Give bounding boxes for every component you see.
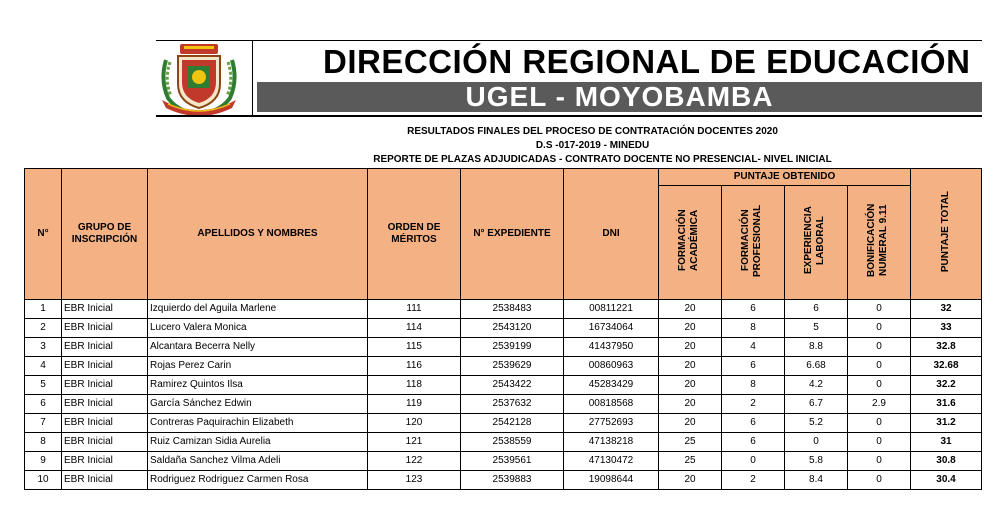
cell-grupo: EBR Inicial bbox=[62, 414, 148, 433]
cell-formacion-profesional: 4 bbox=[722, 338, 785, 357]
cell-expediente: 2543120 bbox=[461, 319, 564, 338]
cell-expediente: 2539561 bbox=[461, 452, 564, 471]
cell-nombres: García Sánchez Edwin bbox=[148, 395, 368, 414]
cell-formacion-academica: 20 bbox=[659, 395, 722, 414]
cell-formacion-profesional: 6 bbox=[722, 300, 785, 319]
cell-grupo: EBR Inicial bbox=[62, 395, 148, 414]
col-header-n: N° bbox=[25, 169, 62, 300]
table-row bbox=[25, 433, 982, 452]
cell-experiencia-laboral: 6.7 bbox=[785, 395, 848, 414]
cell-grupo: EBR Inicial bbox=[62, 471, 148, 490]
col-header-formacion-profesional: FORMACIÓN PROFESIONAL bbox=[722, 186, 785, 300]
cell-experiencia-laboral: 5.8 bbox=[785, 452, 848, 471]
cell-grupo: EBR Inicial bbox=[62, 433, 148, 452]
cell-n: 8 bbox=[25, 433, 62, 452]
table-row bbox=[25, 319, 982, 338]
cell-n: 10 bbox=[25, 471, 62, 490]
col-header-puntaje-total: PUNTAJE TOTAL bbox=[911, 169, 982, 300]
cell-bonificacion: 0 bbox=[848, 300, 911, 319]
cell-expediente: 2539883 bbox=[461, 471, 564, 490]
header-bottom-rule bbox=[156, 115, 982, 117]
cell-puntaje-total: 32.68 bbox=[911, 357, 982, 376]
cell-dni: 00811221 bbox=[564, 300, 659, 319]
cell-grupo: EBR Inicial bbox=[62, 452, 148, 471]
col-header-grupo: GRUPO DE INSCRIPCIÓN bbox=[62, 169, 148, 300]
cell-grupo: EBR Inicial bbox=[62, 319, 148, 338]
cell-bonificacion: 0 bbox=[848, 433, 911, 452]
cell-orden: 119 bbox=[368, 395, 461, 414]
col-header-expediente: N° EXPEDIENTE bbox=[461, 169, 564, 300]
cell-puntaje-total: 31.6 bbox=[911, 395, 982, 414]
table-row bbox=[25, 357, 982, 376]
cell-bonificacion: 0 bbox=[848, 319, 911, 338]
cell-n: 9 bbox=[25, 452, 62, 471]
cell-orden: 114 bbox=[368, 319, 461, 338]
cell-experiencia-laboral: 8.8 bbox=[785, 338, 848, 357]
cell-expediente: 2538483 bbox=[461, 300, 564, 319]
cell-n: 3 bbox=[25, 338, 62, 357]
results-table bbox=[24, 168, 982, 490]
cell-formacion-profesional: 6 bbox=[722, 357, 785, 376]
cell-bonificacion: 0 bbox=[848, 471, 911, 490]
cell-dni: 00818568 bbox=[564, 395, 659, 414]
col-header-orden: ORDEN DE MÉRITOS bbox=[368, 169, 461, 300]
cell-formacion-academica: 20 bbox=[659, 357, 722, 376]
cell-bonificacion: 0 bbox=[848, 357, 911, 376]
cell-orden: 116 bbox=[368, 357, 461, 376]
cell-formacion-academica: 20 bbox=[659, 300, 722, 319]
col-header-experiencia-laboral: EXPERIENCIA LABORAL bbox=[785, 186, 848, 300]
cell-orden: 115 bbox=[368, 338, 461, 357]
cell-nombres: Alcantara Becerra Nelly bbox=[148, 338, 368, 357]
cell-dni: 00860963 bbox=[564, 357, 659, 376]
cell-dni: 47138218 bbox=[564, 433, 659, 452]
cell-orden: 118 bbox=[368, 376, 461, 395]
cell-formacion-academica: 20 bbox=[659, 338, 722, 357]
cell-nombres: Saldaña Sanchez Vilma Adeli bbox=[148, 452, 368, 471]
cell-formacion-academica: 20 bbox=[659, 471, 722, 490]
cell-experiencia-laboral: 4.2 bbox=[785, 376, 848, 395]
cell-puntaje-total: 32.2 bbox=[911, 376, 982, 395]
cell-formacion-academica: 20 bbox=[659, 319, 722, 338]
regional-coat-of-arms-icon bbox=[158, 40, 240, 118]
cell-bonificacion: 0 bbox=[848, 376, 911, 395]
cell-puntaje-total: 32 bbox=[911, 300, 982, 319]
cell-bonificacion: 2.9 bbox=[848, 395, 911, 414]
cell-bonificacion: 0 bbox=[848, 338, 911, 357]
cell-bonificacion: 0 bbox=[848, 414, 911, 433]
table-row bbox=[25, 414, 982, 433]
report-line-1: RESULTADOS FINALES DEL PROCESO DE CONTRATACIÓN DOCENTES 2020 bbox=[407, 126, 778, 137]
report-line-2: D.S -017-2019 - MINEDU bbox=[535, 140, 650, 151]
cell-experiencia-laboral: 6.68 bbox=[785, 357, 848, 376]
page-title: DIRECCIÓN REGIONAL DE EDUCACIÓN bbox=[323, 43, 971, 80]
cell-dni: 41437950 bbox=[564, 338, 659, 357]
cell-nombres: Ruiz Camizan Sidia Aurelia bbox=[148, 433, 368, 452]
cell-orden: 122 bbox=[368, 452, 461, 471]
cell-bonificacion: 0 bbox=[848, 452, 911, 471]
cell-formacion-profesional: 8 bbox=[722, 376, 785, 395]
cell-nombres: Izquierdo del Aguila Marlene bbox=[148, 300, 368, 319]
cell-orden: 111 bbox=[368, 300, 461, 319]
cell-nombres: Lucero Valera Monica bbox=[148, 319, 368, 338]
cell-dni: 45283429 bbox=[564, 376, 659, 395]
cell-nombres: Rojas Perez Carin bbox=[148, 357, 368, 376]
cell-expediente: 2539199 bbox=[461, 338, 564, 357]
col-header-dni: DNI bbox=[564, 169, 659, 300]
table-row bbox=[25, 376, 982, 395]
cell-experiencia-laboral: 5.2 bbox=[785, 414, 848, 433]
cell-nombres: Rodriguez Rodriguez Carmen Rosa bbox=[148, 471, 368, 490]
col-header-formacion-academica: FORMACIÓN ACADÉMICA bbox=[659, 186, 722, 300]
cell-grupo: EBR Inicial bbox=[62, 300, 148, 319]
header-top-rule bbox=[156, 40, 982, 41]
cell-formacion-profesional: 0 bbox=[722, 452, 785, 471]
col-header-bonificacion: BONIFICACIÓN NUMERAL 9.11 bbox=[848, 186, 911, 300]
cell-experiencia-laboral: 8.4 bbox=[785, 471, 848, 490]
cell-expediente: 2543422 bbox=[461, 376, 564, 395]
cell-experiencia-laboral: 0 bbox=[785, 433, 848, 452]
cell-n: 4 bbox=[25, 357, 62, 376]
cell-formacion-profesional: 2 bbox=[722, 471, 785, 490]
cell-puntaje-total: 30.4 bbox=[911, 471, 982, 490]
cell-n: 5 bbox=[25, 376, 62, 395]
cell-formacion-academica: 25 bbox=[659, 433, 722, 452]
cell-dni: 47130472 bbox=[564, 452, 659, 471]
table-row bbox=[25, 300, 982, 319]
table-row bbox=[25, 471, 982, 490]
cell-experiencia-laboral: 5 bbox=[785, 319, 848, 338]
cell-orden: 120 bbox=[368, 414, 461, 433]
table-row bbox=[25, 338, 982, 357]
cell-expediente: 2537632 bbox=[461, 395, 564, 414]
cell-orden: 121 bbox=[368, 433, 461, 452]
cell-formacion-profesional: 8 bbox=[722, 319, 785, 338]
cell-puntaje-total: 32.8 bbox=[911, 338, 982, 357]
cell-formacion-academica: 25 bbox=[659, 452, 722, 471]
cell-formacion-profesional: 2 bbox=[722, 395, 785, 414]
cell-dni: 19098644 bbox=[564, 471, 659, 490]
cell-formacion-profesional: 6 bbox=[722, 414, 785, 433]
cell-grupo: EBR Inicial bbox=[62, 376, 148, 395]
cell-puntaje-total: 33 bbox=[911, 319, 982, 338]
cell-nombres: Contreras Paquirachin Elizabeth bbox=[148, 414, 368, 433]
cell-expediente: 2538559 bbox=[461, 433, 564, 452]
col-header-nombres: APELLIDOS Y NOMBRES bbox=[148, 169, 368, 300]
cell-n: 1 bbox=[25, 300, 62, 319]
cell-nombres: Ramirez Quintos Ilsa bbox=[148, 376, 368, 395]
cell-expediente: 2542128 bbox=[461, 414, 564, 433]
report-line-3: REPORTE DE PLAZAS ADJUDICADAS - CONTRATO DOCENTE NO PRESENCIAL- NIVEL INICIAL bbox=[373, 154, 832, 165]
cell-n: 2 bbox=[25, 319, 62, 338]
cell-orden: 123 bbox=[368, 471, 461, 490]
cell-puntaje-total: 30.8 bbox=[911, 452, 982, 471]
cell-n: 7 bbox=[25, 414, 62, 433]
header-divider bbox=[252, 40, 253, 116]
cell-dni: 16734064 bbox=[564, 319, 659, 338]
subtitle-banner bbox=[257, 82, 982, 112]
cell-puntaje-total: 31 bbox=[911, 433, 982, 452]
cell-puntaje-total: 31.2 bbox=[911, 414, 982, 433]
cell-dni: 27752693 bbox=[564, 414, 659, 433]
cell-expediente: 2539629 bbox=[461, 357, 564, 376]
cell-grupo: EBR Inicial bbox=[62, 357, 148, 376]
cell-formacion-academica: 20 bbox=[659, 376, 722, 395]
table-row bbox=[25, 395, 982, 414]
cell-experiencia-laboral: 6 bbox=[785, 300, 848, 319]
col-header-puntaje-obtenido: PUNTAJE OBTENIDO bbox=[659, 169, 911, 186]
cell-formacion-academica: 20 bbox=[659, 414, 722, 433]
cell-grupo: EBR Inicial bbox=[62, 338, 148, 357]
cell-formacion-profesional: 6 bbox=[722, 433, 785, 452]
table-row bbox=[25, 452, 982, 471]
cell-n: 6 bbox=[25, 395, 62, 414]
page-subtitle: UGEL - MOYOBAMBA bbox=[465, 81, 774, 112]
